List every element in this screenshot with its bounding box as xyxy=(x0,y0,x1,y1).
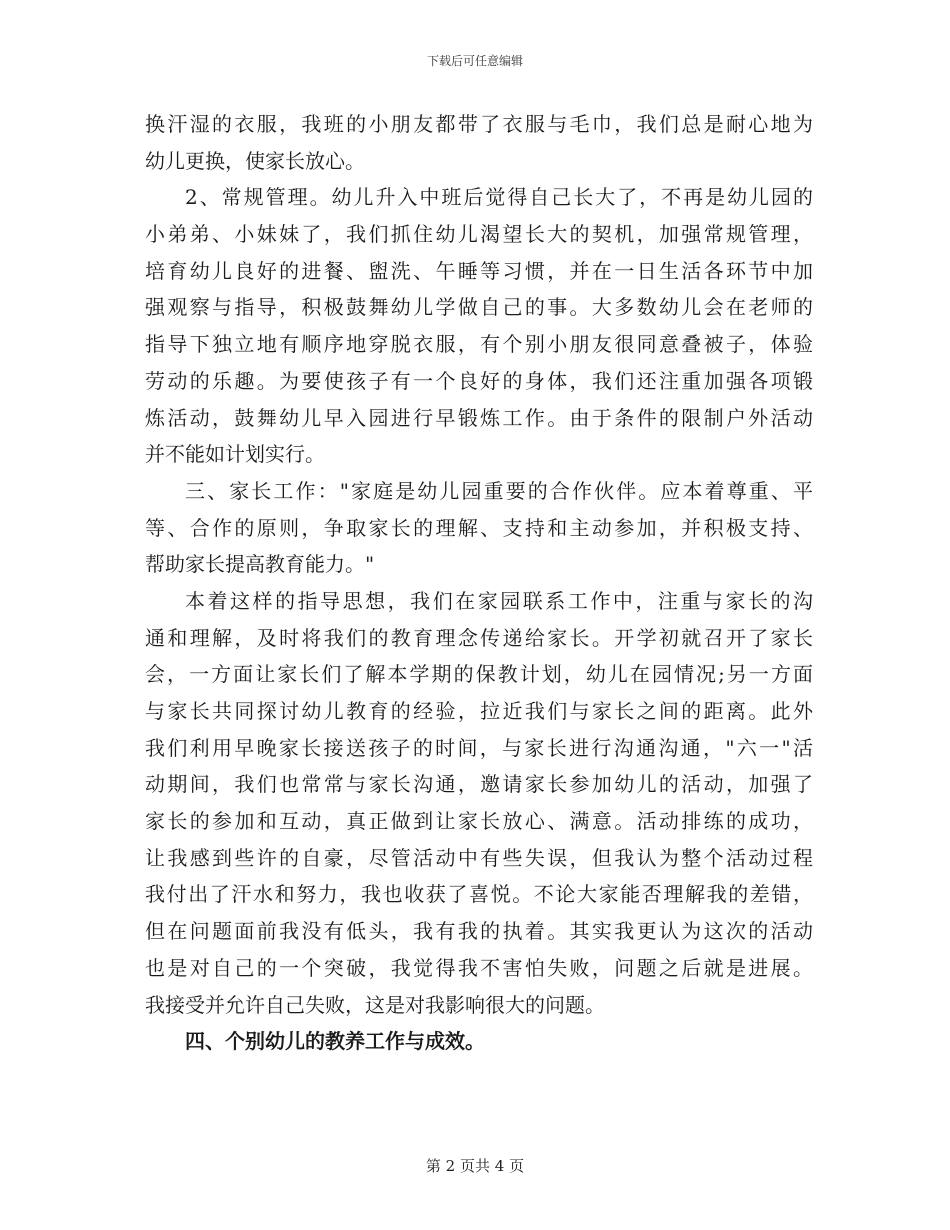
paragraph-start-line: 本着这样的指导思想，我们在家园联系工作中，注重与家长的沟 xyxy=(185,588,813,613)
text-line: 炼活动，鼓舞幼儿早入园进行早锻炼工作。由于条件的限制户外活动 xyxy=(145,405,813,430)
page-footer: 第 2 页共 4 页 xyxy=(425,1157,525,1175)
text-line: 会，一方面让家长们了解本学期的保教计划，幼儿在园情况;另一方面 xyxy=(145,662,813,687)
text-line: 幼儿更换，使家长放心。 xyxy=(145,148,365,173)
text-line: 我接受并允许自己失败，这是对我影响很大的问题。 xyxy=(145,992,605,1017)
text-line: 让我感到些许的自豪，尽管活动中有些失误，但我认为整个活动过程 xyxy=(145,845,813,870)
text-line: 换汗湿的衣服，我班的小朋友都带了衣服与毛巾，我们总是耐心地为 xyxy=(145,112,813,136)
paragraph-start-line: 2、常规管理。幼儿升入中班后觉得自己长大了，不再是幼儿园的 xyxy=(185,185,813,210)
text-line: 指导下独立地有顺序地穿脱衣服，有个别小朋友很同意叠被子，体验 xyxy=(145,332,813,357)
page-header: 下载后可任意编辑 xyxy=(426,54,523,68)
text-line: 帮助家长提高教育能力。" xyxy=(145,552,375,577)
text-line: 强观察与指导，积极鼓舞幼儿学做自己的事。大多数幼儿会在老师的 xyxy=(145,295,813,320)
text-line: 动期间，我们也常常与家长沟通，邀请家长参加幼儿的活动，加强了 xyxy=(145,772,813,797)
text-line: 我付出了汗水和努力，我也收获了喜悦。不论大家能否理解我的差错， xyxy=(145,882,813,907)
text-line: 我们利用早晚家长接送孩子的时间，与家长进行沟通沟通，"六一"活 xyxy=(145,735,813,760)
text-line: 培育幼儿良好的进餐、盥洗、午睡等习惯，并在一日生活各环节中加 xyxy=(145,258,813,283)
section-heading: 四、个别幼儿的教养工作与成效。 xyxy=(185,1029,485,1054)
text-line: 与家长共同探讨幼儿教育的经验，拉近我们与家长之间的距离。此外 xyxy=(145,699,813,723)
text-line: 家长的参加和互动，真正做到让家长放心、满意。活动排练的成功， xyxy=(145,809,813,834)
text-line: 但在问题面前我没有低头，我有我的执着。其实我更认为这次的活动 xyxy=(145,919,813,944)
document-body xyxy=(145,106,813,1060)
text-line: 等、合作的原则，争取家长的理解、支持和主动参加，并积极支持、 xyxy=(145,515,813,540)
text-line: 也是对自己的一个突破，我觉得我不害怕失败，问题之后就是进展。 xyxy=(145,955,813,980)
text-line: 并不能如计划实行。 xyxy=(145,442,325,467)
paragraph-start-line: 三、家长工作："家庭是幼儿园重要的合作伙伴。应本着尊重、平 xyxy=(185,478,813,503)
text-line: 通和理解，及时将我们的教育理念传递给家长。开学初就召开了家长 xyxy=(145,625,813,650)
text-line: 小弟弟、小妹妹了，我们抓住幼儿渴望长大的契机，加强常规管理， xyxy=(145,222,813,247)
text-line: 劳动的乐趣。为要使孩子有一个良好的身体，我们还注重加强各项锻 xyxy=(145,368,813,393)
